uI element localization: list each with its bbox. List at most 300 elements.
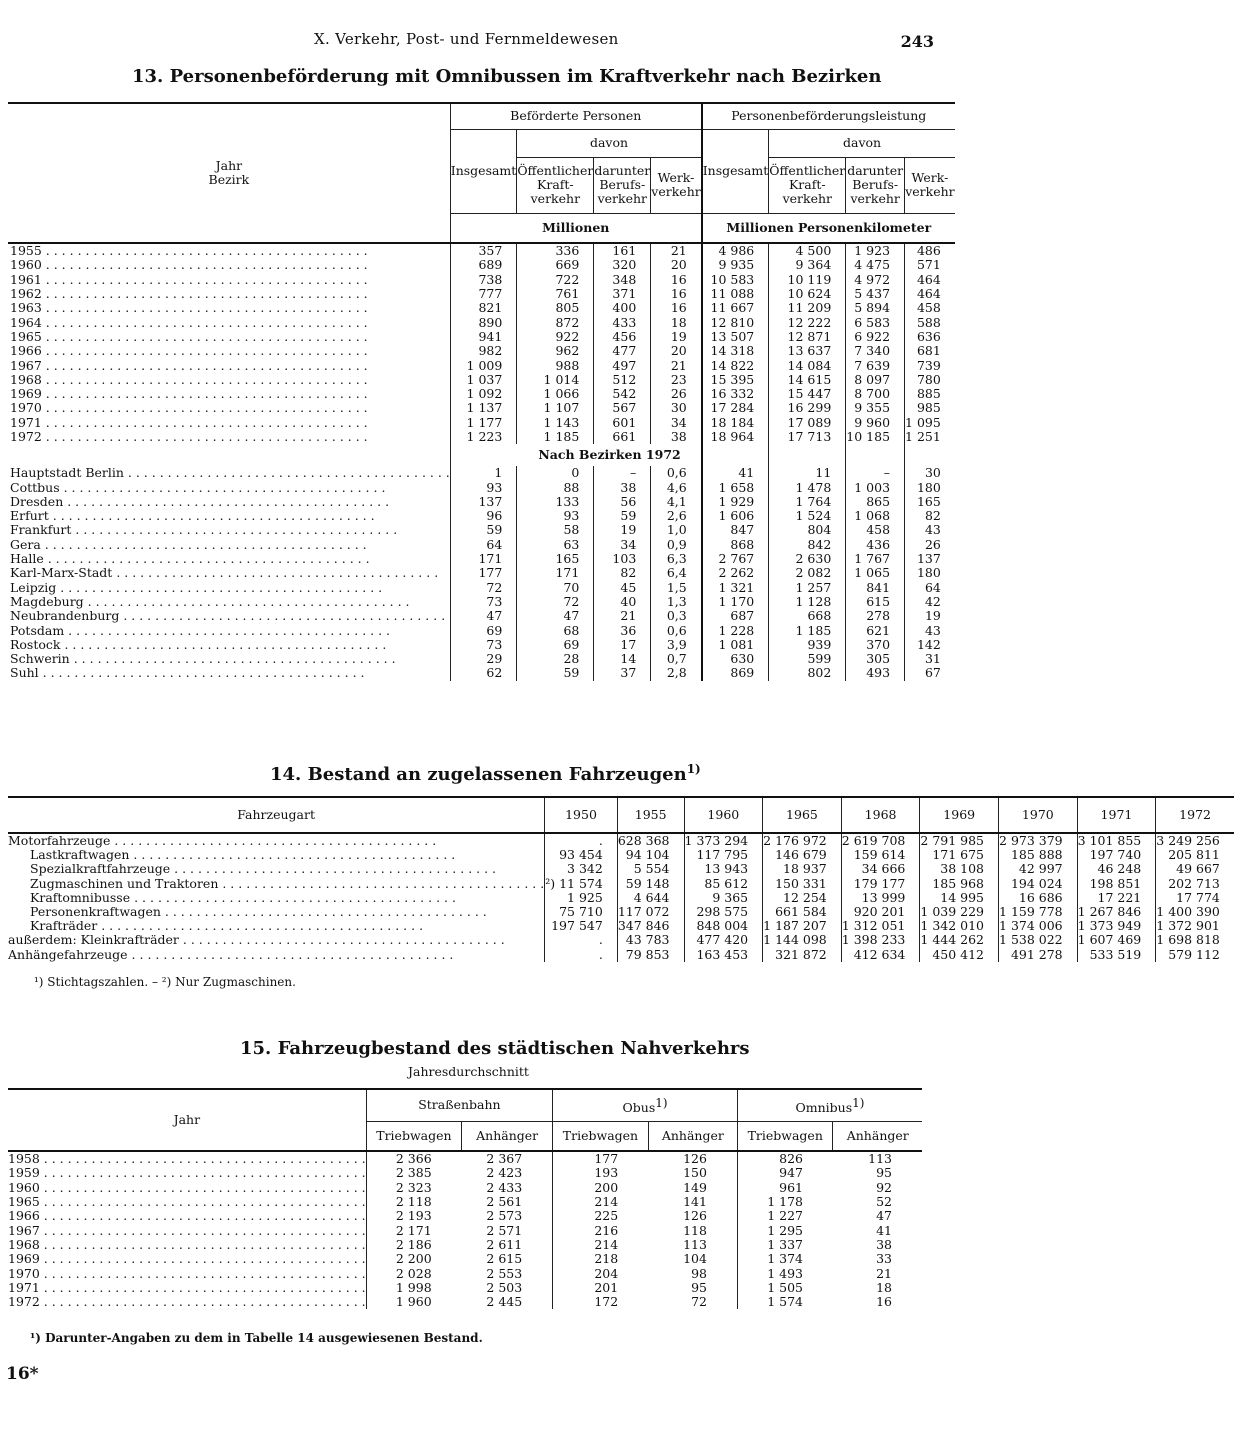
cell-value: 1 493 xyxy=(737,1266,833,1280)
cell-value: 10 119 xyxy=(769,273,846,287)
cell-value: 98 xyxy=(691,1265,707,1281)
table-row xyxy=(8,609,955,623)
cell-value: 216 xyxy=(553,1223,649,1237)
cell-value: 64 xyxy=(450,538,517,552)
cell-value: 117 795 xyxy=(684,848,763,862)
col-header: 1968 xyxy=(841,797,920,833)
cell-value: . xyxy=(545,833,618,848)
cell-value: 1 185 xyxy=(769,623,846,637)
table-row xyxy=(8,466,955,480)
row-label: Suhl . . . xyxy=(8,666,450,680)
cell-value: 19 xyxy=(594,523,651,537)
table-row xyxy=(8,358,955,372)
stub-header-text: Jahr Bezirk xyxy=(208,158,250,187)
row-label: 1961 . . . xyxy=(8,273,450,287)
cell-value: 1 372 901 xyxy=(1156,919,1234,933)
cell-value: 200 xyxy=(553,1181,649,1195)
cell-value: 1 698 818 xyxy=(1156,933,1234,947)
cell-value: 96 xyxy=(450,509,517,523)
cell-value: 11 667 xyxy=(702,301,769,315)
cell-value: 197 740 xyxy=(1077,848,1156,862)
cell-value: 1 321 xyxy=(702,581,769,595)
table-row xyxy=(8,948,1234,962)
row-label: 1964 . . . xyxy=(8,315,450,329)
cell-value: 13 943 xyxy=(684,862,763,876)
table14-title xyxy=(270,762,701,785)
row-label: Potsdam . . . xyxy=(8,623,450,637)
cell-value: 185 968 xyxy=(920,877,999,891)
cell-value: 37 xyxy=(594,666,651,680)
cell-value: 15 447 xyxy=(769,387,846,401)
cell-value: 681 xyxy=(905,344,955,358)
sheet-signature: 16* xyxy=(6,1364,39,1384)
cell-value: 1 373 294 xyxy=(684,833,763,848)
cell-value: 63 xyxy=(517,538,594,552)
cell-value: 1,0 xyxy=(651,523,702,537)
davon-header: davon xyxy=(769,129,955,157)
running-head xyxy=(0,30,1024,50)
cell-value: 67 xyxy=(905,666,955,680)
cell-value: 1 014 xyxy=(517,373,594,387)
cell-value: 214 xyxy=(553,1238,649,1252)
cell-value: 1 228 xyxy=(702,623,769,637)
cell-value: 599 xyxy=(769,652,846,666)
cell-value: 661 584 xyxy=(763,905,842,919)
cell-value: 146 679 xyxy=(763,848,842,862)
cell-value: . xyxy=(545,933,618,947)
cell-value: 10 624 xyxy=(769,287,846,301)
cell-value: 95 xyxy=(876,1165,892,1181)
cell-value: 7 639 xyxy=(846,358,905,372)
cell-value: 82 xyxy=(594,566,651,580)
cell-value: 49 667 xyxy=(1156,862,1234,876)
cell-value: 1 039 229 xyxy=(920,905,999,919)
cell-value: 42 997 xyxy=(999,862,1078,876)
cell-value: 464 xyxy=(905,287,955,301)
cell-value: 31 xyxy=(905,652,955,666)
cell-value: 872 xyxy=(517,315,594,329)
cell-value: 15 395 xyxy=(702,373,769,387)
cell-value: 571 xyxy=(905,258,955,272)
cell-value: 4 500 xyxy=(769,243,846,258)
table-row xyxy=(8,891,1234,905)
cell-value: 72 xyxy=(517,595,594,609)
cell-value: 1 128 xyxy=(769,595,846,609)
cell-value: 6 922 xyxy=(846,330,905,344)
cell-value: 179 177 xyxy=(841,877,920,891)
cell-value: 320 xyxy=(594,258,651,272)
cell-value: 961 xyxy=(737,1181,833,1195)
cell-value: 12 871 xyxy=(769,330,846,344)
cell-value: 477 xyxy=(594,344,651,358)
table-row xyxy=(8,523,955,537)
row-label: 1972 . . . xyxy=(8,430,450,444)
cell-value: 17 774 xyxy=(1156,891,1234,905)
cell-value: 1 374 xyxy=(737,1252,833,1266)
row-label: 1962 . . . xyxy=(8,287,450,301)
row-label: Karl-Marx-Stadt . . . xyxy=(8,566,450,580)
table-row xyxy=(8,273,955,287)
cell-value: 628 368 xyxy=(617,833,684,848)
cell-value: 6,4 xyxy=(651,566,702,580)
cell-value: 59 xyxy=(517,666,594,680)
cell-value: . xyxy=(545,948,618,962)
row-label: Rostock . . . xyxy=(8,638,450,652)
cell-value: 17 713 xyxy=(769,430,846,444)
cell-value: 41 xyxy=(876,1222,892,1238)
row-label: 1972 . . . xyxy=(8,1295,366,1309)
cell-value: 1 374 006 xyxy=(999,919,1078,933)
cell-value: 118 xyxy=(683,1222,707,1238)
cell-value: 3,9 xyxy=(651,638,702,652)
cell-value: 802 xyxy=(769,666,846,680)
cell-value: 739 xyxy=(905,358,955,372)
cell-value: 194 024 xyxy=(999,877,1078,891)
cell-value: 1 251 xyxy=(905,430,955,444)
cell-value: 890 xyxy=(450,315,517,329)
cell-value: 336 xyxy=(517,243,594,258)
cell-value: 5 437 xyxy=(846,287,905,301)
col-header: Triebwagen xyxy=(737,1121,833,1151)
cell-value: 5 554 xyxy=(617,862,684,876)
page-number: 243 xyxy=(900,32,934,51)
cell-value: 2 973 379 xyxy=(999,833,1078,848)
table-row xyxy=(8,258,955,272)
cell-value: 137 xyxy=(905,552,955,566)
cell-value: 2 619 708 xyxy=(841,833,920,848)
cell-value: 16 686 xyxy=(999,891,1078,905)
cell-value: 73 xyxy=(450,595,517,609)
cell-value: 2 171 xyxy=(366,1223,462,1237)
cell-value: 348 xyxy=(594,273,651,287)
unit-header: Millionen xyxy=(450,213,701,243)
cell-value: 615 xyxy=(846,595,905,609)
cell-value: 104 xyxy=(683,1251,707,1267)
cell-value: 1 003 xyxy=(846,480,905,494)
cell-value: 1 398 233 xyxy=(841,933,920,947)
cell-value: 46 248 xyxy=(1077,862,1156,876)
cell-value: 20 xyxy=(651,344,702,358)
table14-body xyxy=(8,833,1234,962)
table13 xyxy=(8,102,955,681)
cell-value: 1 257 xyxy=(769,581,846,595)
cell-value: 198 851 xyxy=(1077,877,1156,891)
cell-value: 477 420 xyxy=(684,933,763,947)
cell-value: 4,6 xyxy=(651,480,702,494)
cell-value: 3 342 xyxy=(545,862,618,876)
cell-value: 11 xyxy=(769,466,846,480)
row-label: Frankfurt . . . xyxy=(8,523,450,537)
cell-value: 17 221 xyxy=(1077,891,1156,905)
cell-value: 305 xyxy=(846,652,905,666)
cell-value: 72 xyxy=(691,1294,707,1310)
cell-value: 38 108 xyxy=(920,862,999,876)
col-header: Werk-verkehr xyxy=(651,157,702,213)
table13-head xyxy=(8,103,955,243)
cell-value: 16 xyxy=(651,301,702,315)
table13-title: 13. Personenbeförderung mit Omnibussen im Kraftverkehr nach Bezirken xyxy=(132,66,882,87)
cell-value: 433 xyxy=(594,315,651,329)
cell-value: 601 xyxy=(594,416,651,430)
cell-value: 668 xyxy=(769,609,846,623)
table-row xyxy=(8,401,955,415)
row-label: 1965 . . . xyxy=(8,330,450,344)
table13-districts xyxy=(8,466,955,680)
cell-value: 38 xyxy=(651,430,702,444)
cell-value: 826 xyxy=(737,1151,833,1166)
cell-value: 761 xyxy=(517,287,594,301)
cell-value: 193 xyxy=(553,1166,649,1180)
cell-value: 579 112 xyxy=(1156,948,1234,962)
cell-value: 75 710 xyxy=(545,905,618,919)
cell-value: 2 573 xyxy=(486,1208,523,1224)
row-label: 1969 . . . xyxy=(8,387,450,401)
cell-value: 73 xyxy=(450,638,517,652)
cell-value: 1 998 xyxy=(366,1281,462,1295)
cell-value: 82 xyxy=(905,509,955,523)
row-label: Erfurt . . . xyxy=(8,509,450,523)
cell-value: 12 222 xyxy=(769,315,846,329)
unit-header: Millionen Personenkilometer xyxy=(702,213,955,243)
cell-value: 1 137 xyxy=(450,401,517,415)
row-label: Schwerin . . . xyxy=(8,652,450,666)
cell-value: 9 935 xyxy=(702,258,769,272)
cell-value: 400 xyxy=(594,301,651,315)
table-row xyxy=(8,509,955,523)
row-label: 1971 . . . xyxy=(8,1281,366,1295)
table-row xyxy=(8,430,955,444)
cell-value: 493 xyxy=(846,666,905,680)
cell-value: 2 385 xyxy=(366,1166,462,1180)
row-label: Personenkraftwagen . . . xyxy=(8,905,545,919)
cell-value: 202 713 xyxy=(1156,877,1234,891)
table-row xyxy=(8,919,1234,933)
cell-value: 450 412 xyxy=(920,948,999,962)
cell-value: 29 xyxy=(450,652,517,666)
cell-value: 2 028 xyxy=(366,1266,462,1280)
cell-value: 2 082 xyxy=(769,566,846,580)
table-row xyxy=(8,933,1234,947)
row-label: 1963 . . . xyxy=(8,301,450,315)
cell-value: 621 xyxy=(846,623,905,637)
cell-value: 69 xyxy=(517,638,594,652)
cell-value: 636 xyxy=(905,330,955,344)
cell-value: 1 574 xyxy=(737,1295,833,1309)
cell-value: 920 201 xyxy=(841,905,920,919)
col-header: Öffentlicher Kraft-verkehr xyxy=(517,157,594,213)
col-header: Öffentlicher Kraft-verkehr xyxy=(769,157,846,213)
cell-value: 41 xyxy=(702,466,769,480)
cell-value: 922 xyxy=(517,330,594,344)
cell-value: 2,6 xyxy=(651,509,702,523)
cell-value: 0,6 xyxy=(651,623,702,637)
cell-value: 1 337 xyxy=(737,1238,833,1252)
cell-value: 14 615 xyxy=(769,373,846,387)
col-header: 1971 xyxy=(1077,797,1156,833)
row-label: 1955 . . . xyxy=(8,243,450,258)
cell-value: 52 xyxy=(876,1194,892,1210)
cell-value: 14 318 xyxy=(702,344,769,358)
cell-value: 8 700 xyxy=(846,387,905,401)
cell-value: 225 xyxy=(553,1209,649,1223)
cell-value: 370 xyxy=(846,638,905,652)
row-label: Dresden . . . xyxy=(8,495,450,509)
row-label: Lastkraftwagen . . . xyxy=(8,848,545,862)
cell-value: 436 xyxy=(846,538,905,552)
cell-value: 117 072 xyxy=(617,905,684,919)
cell-value: 1 177 xyxy=(450,416,517,430)
cell-value: 278 xyxy=(846,609,905,623)
cell-value: 848 004 xyxy=(684,919,763,933)
cell-value: 45 xyxy=(594,581,651,595)
row-label: 1967 . . . xyxy=(8,358,450,372)
table-row xyxy=(8,387,955,401)
cell-value: 204 xyxy=(553,1266,649,1280)
cell-value: 103 xyxy=(594,552,651,566)
cell-value: 10 185 xyxy=(846,430,905,444)
table-row xyxy=(8,1181,922,1195)
row-label: Neubrandenburg . . . xyxy=(8,609,450,623)
cell-value: 149 xyxy=(683,1179,707,1195)
cell-value: ²) 11 574 xyxy=(545,877,618,891)
table-row xyxy=(8,1195,922,1209)
cell-value: 47 xyxy=(450,609,517,623)
cell-value: 2 553 xyxy=(486,1265,523,1281)
cell-value: 16 xyxy=(876,1294,892,1310)
table15 xyxy=(8,1088,922,1309)
cell-value: 133 xyxy=(517,495,594,509)
table-row xyxy=(8,552,955,566)
cell-value: 177 xyxy=(553,1151,649,1166)
table-row xyxy=(8,287,955,301)
cell-value: 14 xyxy=(594,652,651,666)
cell-value: 38 xyxy=(876,1236,892,1252)
cell-value: 30 xyxy=(651,401,702,415)
cell-value: 113 xyxy=(868,1151,892,1167)
cell-value: 777 xyxy=(450,287,517,301)
cell-value: 847 xyxy=(702,523,769,537)
cell-value: 59 xyxy=(450,523,517,537)
table-row xyxy=(8,1281,922,1295)
cell-value: 4 475 xyxy=(846,258,905,272)
row-label: 1969 . . . xyxy=(8,1252,366,1266)
cell-value: 1 068 xyxy=(846,509,905,523)
cell-value: 1 037 xyxy=(450,373,517,387)
table-row xyxy=(8,1166,922,1180)
cell-value: 1 xyxy=(450,466,517,480)
cell-value: 19 xyxy=(651,330,702,344)
table-row xyxy=(8,373,955,387)
cell-value: 1 159 778 xyxy=(999,905,1078,919)
cell-value: 1 267 846 xyxy=(1077,905,1156,919)
cell-value: 841 xyxy=(846,581,905,595)
cell-value: 2 367 xyxy=(486,1151,523,1167)
cell-value: 64 xyxy=(905,581,955,595)
cell-value: 47 xyxy=(876,1208,892,1224)
table-row xyxy=(8,1252,922,1266)
group-header-text: Obus xyxy=(622,1099,656,1115)
cell-value: 13 507 xyxy=(702,330,769,344)
cell-value: 180 xyxy=(905,566,955,580)
cell-value: 18 184 xyxy=(702,416,769,430)
cell-value: 4 972 xyxy=(846,273,905,287)
cell-value: 161 xyxy=(594,243,651,258)
cell-value: 113 xyxy=(683,1236,707,1252)
cell-value: 1 478 xyxy=(769,480,846,494)
cell-value: 458 xyxy=(905,301,955,315)
cell-value: 941 xyxy=(450,330,517,344)
cell-value: 7 340 xyxy=(846,344,905,358)
cell-value: 0,3 xyxy=(651,609,702,623)
cell-value: 464 xyxy=(905,273,955,287)
cell-value: – xyxy=(846,466,905,480)
cell-value: 962 xyxy=(517,344,594,358)
cell-value: 0,9 xyxy=(651,538,702,552)
group-header xyxy=(553,1089,738,1121)
cell-value: 2 611 xyxy=(486,1236,523,1252)
cell-value: 2 323 xyxy=(366,1181,462,1195)
cell-value: 4 986 xyxy=(702,243,769,258)
table15-footnote: ¹) Darunter-Angaben zu dem in Tabelle 14 ausgewiesenen Bestand. xyxy=(30,1331,483,1345)
cell-value: 88 xyxy=(517,480,594,494)
cell-value: 18 xyxy=(876,1279,892,1295)
cell-value: 21 xyxy=(651,243,702,258)
row-label: Motorfahrzeuge . . . xyxy=(8,833,545,848)
col-header: 1955 xyxy=(617,797,684,833)
row-label: Spezialkraftfahrzeuge . . . xyxy=(8,862,545,876)
cell-value: 2 200 xyxy=(366,1252,462,1266)
table-row xyxy=(8,566,955,580)
cell-value: 165 xyxy=(905,495,955,509)
row-label: 1968 . . . xyxy=(8,1238,366,1252)
group-header xyxy=(737,1089,922,1121)
col-header: 1970 xyxy=(999,797,1078,833)
cell-value: 868 xyxy=(702,538,769,552)
table15-subtitle: Jahresdurchschnitt xyxy=(408,1064,529,1079)
row-label: Anhängefahrzeuge . . . xyxy=(8,948,545,962)
cell-value: 93 454 xyxy=(545,848,618,862)
cell-value: 669 xyxy=(517,258,594,272)
cell-value: 218 xyxy=(553,1252,649,1266)
row-label: Hauptstadt Berlin . . . xyxy=(8,466,450,480)
row-label: 1959 . . . xyxy=(8,1166,366,1180)
cell-value: 2 445 xyxy=(486,1294,523,1310)
row-label: 1960 . . . xyxy=(8,258,450,272)
row-label: 1960 . . . xyxy=(8,1181,366,1195)
cell-value: 23 xyxy=(651,373,702,387)
row-label: 1970 . . . xyxy=(8,401,450,415)
row-label: 1966 . . . xyxy=(8,344,450,358)
cell-value: 1 505 xyxy=(737,1281,833,1295)
cell-value: 1 960 xyxy=(366,1295,462,1309)
cell-value: 201 xyxy=(553,1281,649,1295)
row-label: außerdem: Kleinkrafträder . . . xyxy=(8,933,545,947)
cell-value: 30 xyxy=(905,466,955,480)
cell-value: 197 547 xyxy=(545,919,618,933)
group-header-sup: 1) xyxy=(852,1095,865,1110)
table14 xyxy=(8,796,1234,962)
cell-value: 8 097 xyxy=(846,373,905,387)
col-header: darunter Berufs-verkehr xyxy=(594,157,651,213)
cell-value: 18 964 xyxy=(702,430,769,444)
cell-value: 1 066 xyxy=(517,387,594,401)
cell-value: 1 312 051 xyxy=(841,919,920,933)
col-header: 1972 xyxy=(1156,797,1234,833)
cell-value: 588 xyxy=(905,315,955,329)
cell-value: 1 143 xyxy=(517,416,594,430)
col-header: Triebwagen xyxy=(553,1121,649,1151)
cell-value: 2 433 xyxy=(486,1179,523,1195)
